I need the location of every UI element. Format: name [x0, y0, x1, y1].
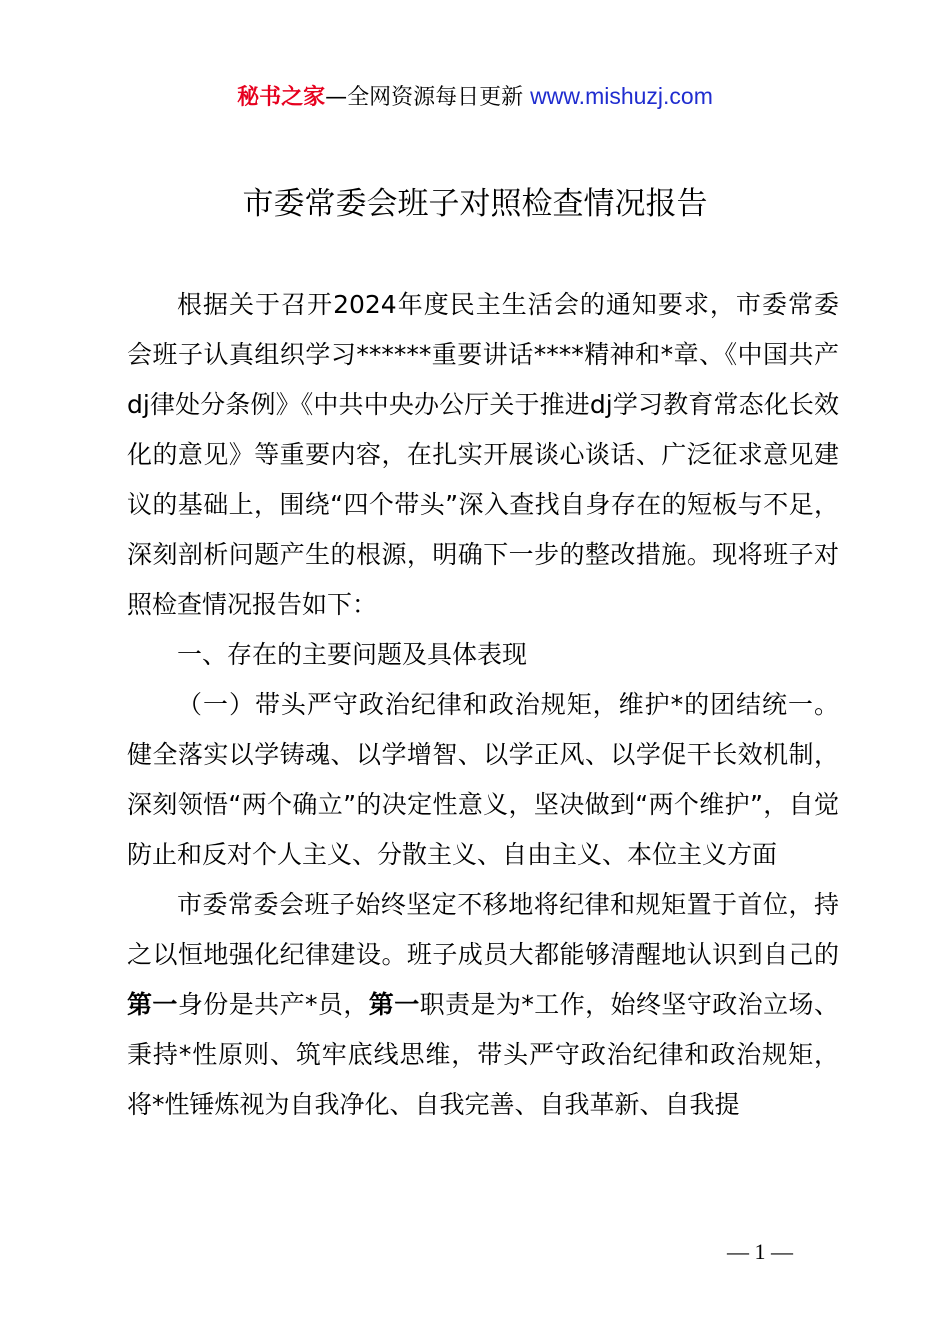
paragraph-text: 市委常委会班子始终坚定不移地将纪律和规矩置于首位，持之以恒地强化纪律建设。班子成员大都能够清醒地认识到自己的 — [127, 890, 839, 969]
body-paragraph — [127, 880, 839, 1130]
header-tagline: —全网资源每日更新 — [325, 85, 531, 110]
page-number: — 1 — — [727, 1239, 793, 1264]
section-heading: 一、存在的主要问题及具体表现 — [177, 640, 528, 669]
document-title: 市委常委会班子对照检查情况报告 — [242, 186, 708, 222]
document-body — [127, 280, 839, 1130]
brand-name: 秘书之家 — [237, 85, 326, 110]
subsection-paragraph: （一）带头严守政治纪律和政治规矩，维护*的团结统一。健全落实以学铸魂、以学增智、以学正风、以学促干长效机制，深刻领悟“两个确立”的决定性意义，坚决做到“两个维护”，自觉防止和反对个人主义、分散主义、自由主义、本位主义方面 — [127, 690, 839, 869]
intro-paragraph: 根据关于召开2024年度民主生活会的通知要求，市委常委会班子认真组织学习******重要讲话****精神和*章、《中国共产dj律处分条例》《中共中央办公厅关于推进dj学习教育常态化长效化的意见》等重要内容，在扎实开展谈心谈话、广泛征求意见建议的基础上，围绕“四个带头”深入查找自身存在的短板与不足，深刻剖析问题产生的根源，明确下一步的整改措施。现将班子对照检查情况报告如下： — [127, 290, 839, 619]
site-url-link[interactable]: www.mishuzj.com — [530, 83, 713, 109]
site-header — [0, 80, 950, 114]
paragraph-text: 职责是为*工作，始终坚守政治立场、秉持*性原则、筑牢底线思维，带头严守政治纪律和政治规矩，将*性锤炼视为自我净化、自我完善、自我革新、自我提 — [127, 990, 839, 1119]
bold-text: 第一 — [127, 990, 178, 1019]
bold-text: 第一 — [368, 990, 420, 1019]
paragraph-text: 身份是共产*员， — [177, 990, 369, 1019]
